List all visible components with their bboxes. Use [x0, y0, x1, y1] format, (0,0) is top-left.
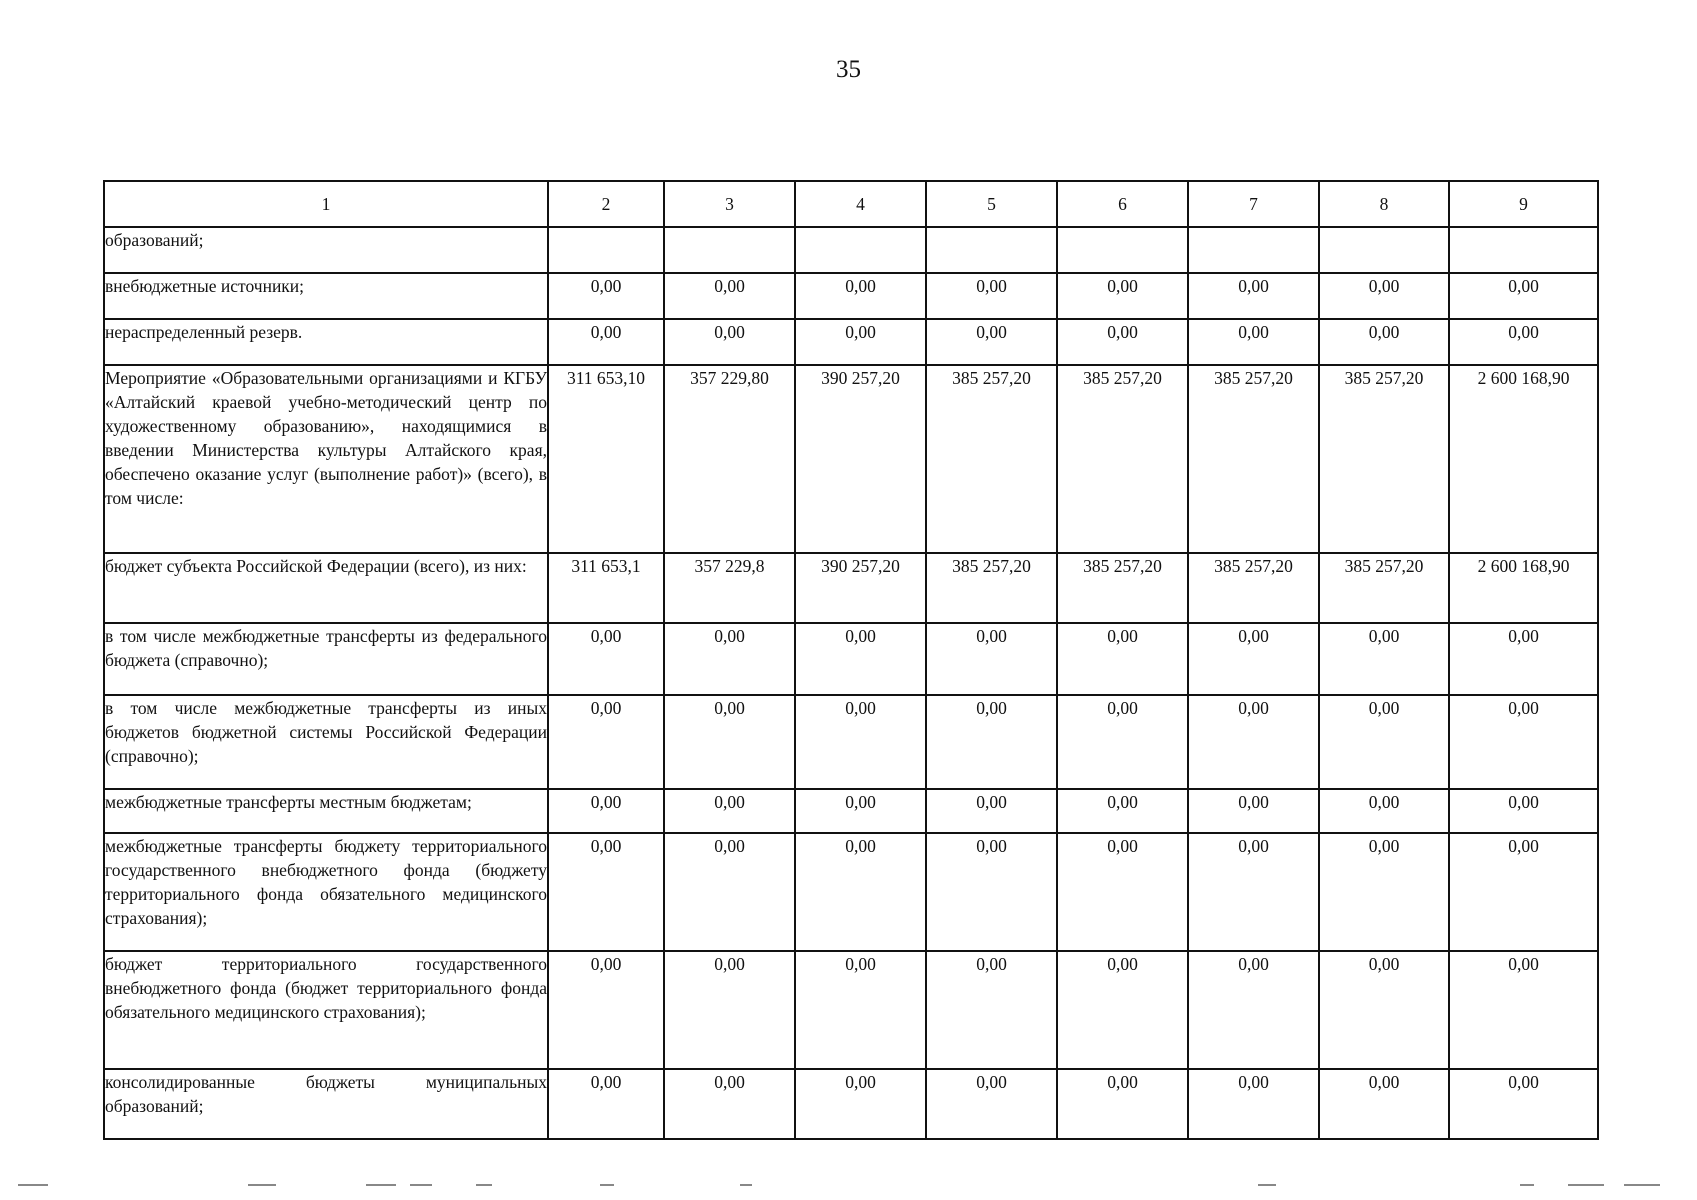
value-cell: 0,00 — [1319, 319, 1449, 365]
value-cell: 0,00 — [664, 695, 795, 789]
value-cell: 390 257,20 — [795, 553, 926, 623]
value-cell: 0,00 — [795, 623, 926, 695]
value-cell: 0,00 — [1319, 1069, 1449, 1139]
value-cell: 385 257,20 — [1057, 553, 1188, 623]
value-cell: 0,00 — [664, 623, 795, 695]
value-cell: 0,00 — [1057, 789, 1188, 833]
header-cell: 5 — [926, 181, 1057, 227]
row-label: Мероприятие «Образовательными организациями и КГБУ «Алтайский краевой учебно-методический центр по художественному образованию», находящимися в введении Министерства культуры Алтайского края, обеспечено оказание услуг (выполнение работ)» (всего), в том числе: — [104, 365, 548, 553]
value-cell: 385 257,20 — [926, 553, 1057, 623]
table-row — [104, 623, 1598, 695]
row-label: бюджет территориального государственного внебюджетного фонда (бюджет территориального фонда обязательного медицинского страхования); — [104, 951, 548, 1069]
value-cell: 0,00 — [548, 833, 664, 951]
value-cell: 0,00 — [664, 319, 795, 365]
table-row — [104, 553, 1598, 623]
value-cell: 0,00 — [1319, 951, 1449, 1069]
table-body — [104, 227, 1598, 1139]
value-cell: 2 600 168,90 — [1449, 365, 1598, 553]
value-cell: 0,00 — [1319, 833, 1449, 951]
value-cell: 357 229,8 — [664, 553, 795, 623]
value-cell: 0,00 — [548, 695, 664, 789]
header-cell: 3 — [664, 181, 795, 227]
header-cell: 9 — [1449, 181, 1598, 227]
value-cell: 0,00 — [795, 789, 926, 833]
value-cell: 385 257,20 — [1057, 365, 1188, 553]
value-cell: 0,00 — [1319, 789, 1449, 833]
value-cell: 0,00 — [1057, 319, 1188, 365]
value-cell: 357 229,80 — [664, 365, 795, 553]
value-cell: 0,00 — [1188, 695, 1319, 789]
value-cell: 0,00 — [1449, 951, 1598, 1069]
value-cell: 0,00 — [795, 319, 926, 365]
table-row — [104, 789, 1598, 833]
value-cell: 0,00 — [548, 273, 664, 319]
value-cell: 0,00 — [795, 951, 926, 1069]
header-cell: 2 — [548, 181, 664, 227]
value-cell: 0,00 — [548, 623, 664, 695]
page-number: 35 — [836, 56, 861, 83]
value-cell: 0,00 — [1057, 1069, 1188, 1139]
value-cell: 0,00 — [1449, 623, 1598, 695]
value-cell: 0,00 — [795, 1069, 926, 1139]
value-cell: 0,00 — [1057, 623, 1188, 695]
value-cell: 0,00 — [1188, 1069, 1319, 1139]
row-label: внебюджетные источники; — [104, 273, 548, 319]
value-cell — [548, 227, 664, 273]
value-cell: 0,00 — [548, 319, 664, 365]
row-label: межбюджетные трансферты местным бюджетам; — [104, 789, 548, 833]
value-cell: 385 257,20 — [1188, 553, 1319, 623]
value-cell: 0,00 — [1449, 789, 1598, 833]
row-label: в том числе межбюджетные трансферты из иных бюджетов бюджетной системы Российской Федерации (справочно); — [104, 695, 548, 789]
value-cell: 0,00 — [795, 833, 926, 951]
value-cell: 0,00 — [1188, 319, 1319, 365]
value-cell: 0,00 — [1319, 273, 1449, 319]
value-cell: 0,00 — [548, 1069, 664, 1139]
row-label: нераспределенный резерв. — [104, 319, 548, 365]
value-cell: 0,00 — [1449, 273, 1598, 319]
value-cell: 0,00 — [926, 833, 1057, 951]
value-cell: 0,00 — [1449, 833, 1598, 951]
value-cell: 0,00 — [795, 695, 926, 789]
table-row — [104, 695, 1598, 789]
value-cell: 0,00 — [926, 951, 1057, 1069]
value-cell: 0,00 — [1449, 1069, 1598, 1139]
value-cell: 385 257,20 — [1188, 365, 1319, 553]
value-cell: 0,00 — [926, 789, 1057, 833]
value-cell: 0,00 — [795, 273, 926, 319]
value-cell: 0,00 — [664, 273, 795, 319]
value-cell: 390 257,20 — [795, 365, 926, 553]
budget-table — [103, 180, 1599, 1140]
value-cell: 0,00 — [1188, 273, 1319, 319]
value-cell: 0,00 — [926, 319, 1057, 365]
table-row — [104, 833, 1598, 951]
value-cell: 0,00 — [1449, 319, 1598, 365]
value-cell: 385 257,20 — [1319, 553, 1449, 623]
value-cell — [1319, 227, 1449, 273]
value-cell: 0,00 — [926, 623, 1057, 695]
value-cell: 0,00 — [664, 951, 795, 1069]
value-cell: 0,00 — [1319, 623, 1449, 695]
value-cell: 0,00 — [1188, 833, 1319, 951]
value-cell: 311 653,10 — [548, 365, 664, 553]
scan-edge-artifacts — [0, 1184, 1697, 1190]
value-cell: 0,00 — [1057, 951, 1188, 1069]
value-cell: 385 257,20 — [1319, 365, 1449, 553]
value-cell: 311 653,1 — [548, 553, 664, 623]
row-label: образований; — [104, 227, 548, 273]
value-cell: 0,00 — [1188, 789, 1319, 833]
header-cell: 4 — [795, 181, 926, 227]
value-cell: 385 257,20 — [926, 365, 1057, 553]
value-cell: 0,00 — [548, 951, 664, 1069]
table-row — [104, 365, 1598, 553]
table-row — [104, 1069, 1598, 1139]
value-cell — [664, 227, 795, 273]
value-cell: 0,00 — [1057, 695, 1188, 789]
value-cell — [926, 227, 1057, 273]
row-label: консолидированные бюджеты муниципальных образований; — [104, 1069, 548, 1139]
value-cell: 0,00 — [1057, 273, 1188, 319]
value-cell — [1057, 227, 1188, 273]
value-cell — [795, 227, 926, 273]
header-cell: 8 — [1319, 181, 1449, 227]
value-cell: 0,00 — [664, 1069, 795, 1139]
value-cell: 0,00 — [1188, 951, 1319, 1069]
value-cell: 2 600 168,90 — [1449, 553, 1598, 623]
table-row — [104, 319, 1598, 365]
value-cell: 0,00 — [664, 789, 795, 833]
value-cell: 0,00 — [664, 833, 795, 951]
value-cell: 0,00 — [926, 273, 1057, 319]
value-cell: 0,00 — [1188, 623, 1319, 695]
value-cell: 0,00 — [1057, 833, 1188, 951]
value-cell — [1449, 227, 1598, 273]
value-cell: 0,00 — [548, 789, 664, 833]
value-cell: 0,00 — [926, 1069, 1057, 1139]
row-label: бюджет субъекта Российской Федерации (всего), из них: — [104, 553, 548, 623]
table-row — [104, 951, 1598, 1069]
value-cell: 0,00 — [926, 695, 1057, 789]
table-row — [104, 227, 1598, 273]
row-label: в том числе межбюджетные трансферты из федерального бюджета (справочно); — [104, 623, 548, 695]
value-cell — [1188, 227, 1319, 273]
header-row — [104, 181, 1598, 227]
header-cell: 1 — [104, 181, 548, 227]
row-label: межбюджетные трансферты бюджету территориального государственного внебюджетного фонда (бюджету территориального фонда обязательного медицинского страхования); — [104, 833, 548, 951]
value-cell: 0,00 — [1319, 695, 1449, 789]
table-row — [104, 273, 1598, 319]
value-cell: 0,00 — [1449, 695, 1598, 789]
header-cell: 6 — [1057, 181, 1188, 227]
header-cell: 7 — [1188, 181, 1319, 227]
